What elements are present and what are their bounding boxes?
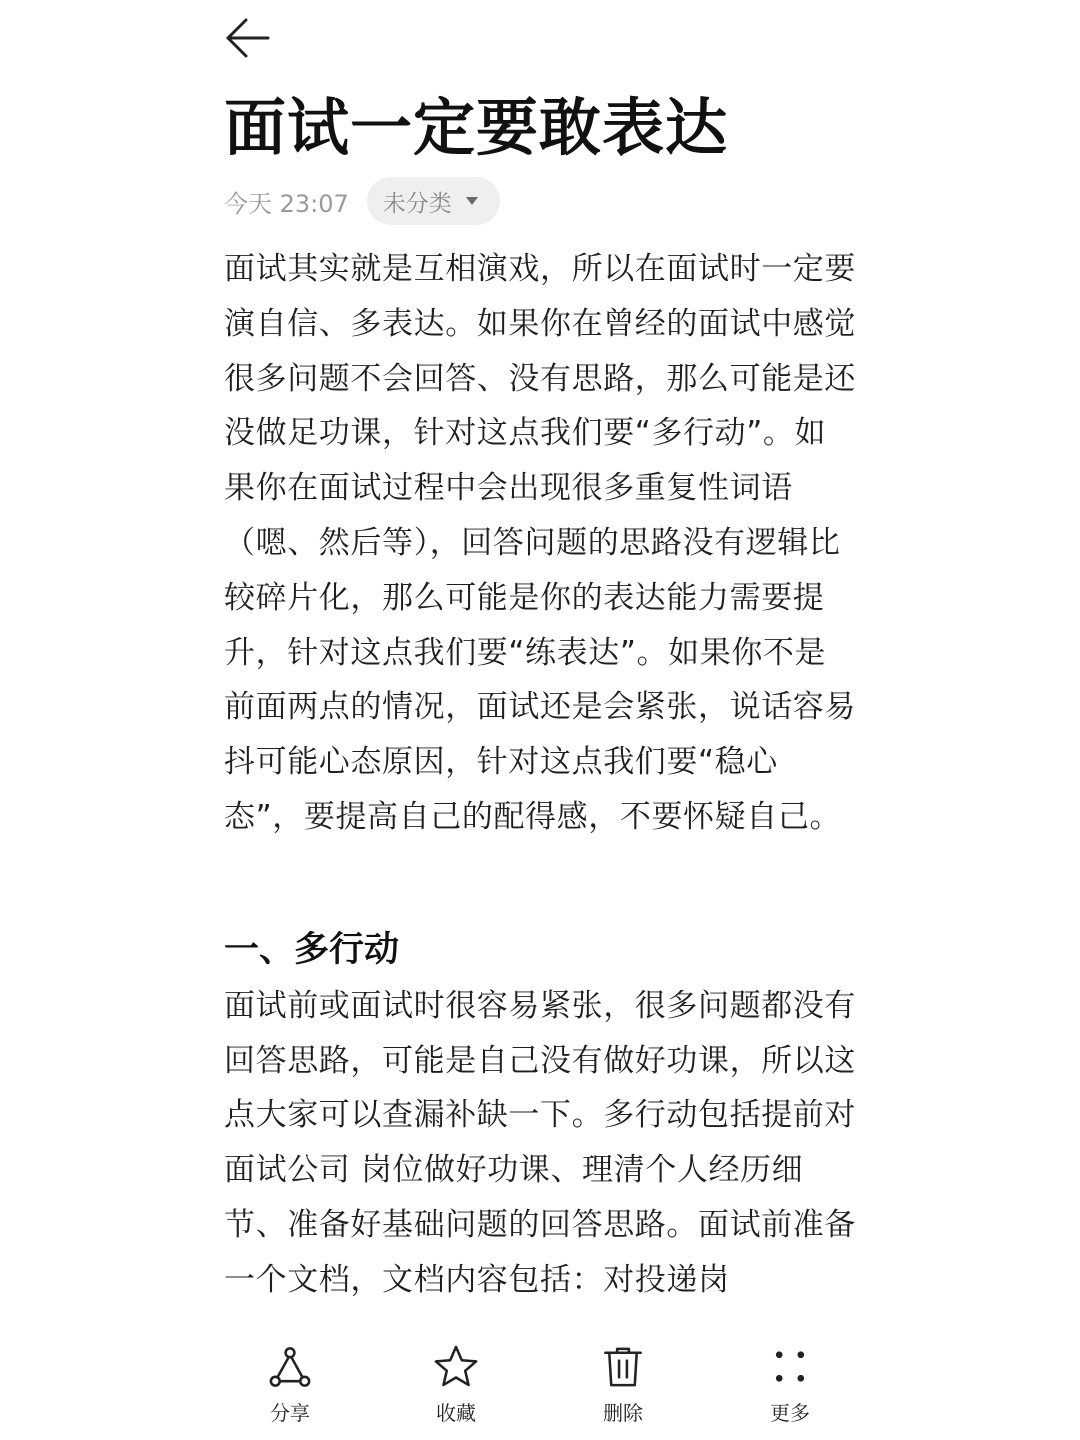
share-icon	[265, 1342, 315, 1391]
section-paragraph: 面试前或面试时很容易紧张，很多问题都没有回答思路，可能是自己没有做好功课，所以这点大家可以查漏补缺一下。多行动包括提前对面试公司 岗位做好功课、理清个人经历细节、准备好基础问题的回答思路。面试前准备一个文档，文档内容包括：对投递岗	[224, 987, 856, 1298]
delete-label: 删除	[603, 1401, 643, 1425]
section-heading: 一、多行动	[224, 929, 400, 970]
star-icon	[431, 1342, 481, 1391]
more-label: 更多	[770, 1401, 810, 1425]
page-title: 面试一定要敢表达	[224, 91, 729, 164]
arrow-left-icon	[222, 14, 274, 62]
more-dots-icon	[765, 1342, 815, 1391]
back-button[interactable]	[222, 14, 274, 62]
caret-down-icon	[466, 197, 478, 205]
bottom-toolbar	[0, 1328, 1080, 1440]
note-body[interactable]	[224, 242, 856, 1328]
favorite-button[interactable]	[401, 1342, 511, 1426]
category-label: 未分类	[382, 190, 452, 217]
category-dropdown[interactable]	[367, 177, 500, 225]
share-button[interactable]	[235, 1342, 345, 1426]
favorite-label: 收藏	[436, 1401, 476, 1425]
share-label: 分享	[270, 1401, 310, 1425]
body-paragraph: 面试其实就是互相演戏，所以在面试时一定要演自信、多表达。如果你在曾经的面试中感觉很多问题不会回答、没有思路，那么可能是还没做足功课，针对这点我们要“多行动”。如果你在面试过程中会出现很多重复性词语（嗯、然后等），回答问题的思路没有逻辑比较碎片化，那么可能是你的表达能力需要提升，针对这点我们要“练表达”。如果你不是前面两点的情况，面试还是会紧张，说话容易抖可能心态原因，针对这点我们要“稳心态”，要提高自己的配得感，不要怀疑自己。	[224, 251, 856, 835]
trash-icon	[598, 1342, 648, 1391]
delete-button[interactable]	[568, 1342, 678, 1426]
more-button[interactable]	[735, 1342, 845, 1426]
timestamp: 今天 23:07	[224, 189, 349, 218]
note-meta	[224, 176, 500, 226]
